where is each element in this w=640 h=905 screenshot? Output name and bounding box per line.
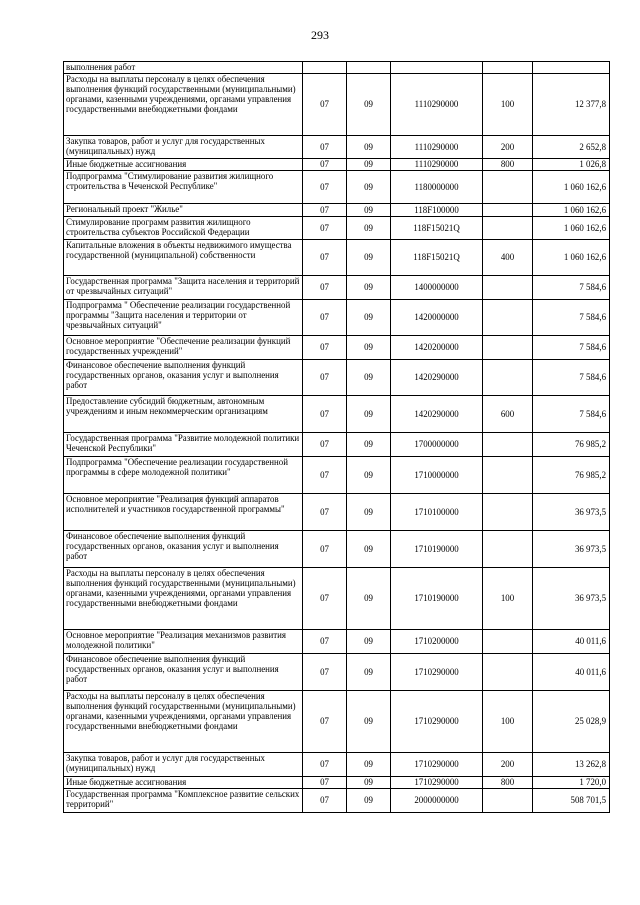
row-type [483,276,533,300]
row-section: 07 [303,336,347,360]
row-amount: 36 973,5 [533,494,610,531]
row-type: 100 [483,568,533,630]
row-amount: 76 985,2 [533,457,610,494]
table-row [64,691,610,753]
row-subsection: 09 [347,630,391,654]
row-subsection: 09 [347,531,391,568]
row-name: Государственная программа "Комплексное развитие сельских территорий" [64,789,303,813]
row-subsection: 09 [347,457,391,494]
table-row [64,217,610,240]
row-amount: 1 060 162,6 [533,217,610,240]
row-subsection: 09 [347,171,391,204]
row-type: 400 [483,240,533,276]
row-name: Иные бюджетные ассигнования [64,159,303,171]
row-name: Государственная программа "Защита населения и территорий от чрезвычайных ситуаций" [64,276,303,300]
row-name: Финансовое обеспечение выполнения функций государственных органов, оказания услуг и выполнения работ [64,654,303,691]
row-section: 07 [303,136,347,159]
row-amount [533,62,610,74]
row-code: 1420290000 [391,396,483,433]
table-row [64,62,610,74]
row-subsection: 09 [347,789,391,813]
table-row [64,360,610,396]
row-code: 1110290000 [391,159,483,171]
row-name: Государственная программа "Развитие молодежной политики Чеченской Республики" [64,433,303,457]
row-section: 07 [303,457,347,494]
row-type [483,62,533,74]
table-row [64,136,610,159]
row-code: 1180000000 [391,171,483,204]
table-row [64,396,610,433]
row-amount: 1 060 162,6 [533,240,610,276]
row-name: Расходы на выплаты персоналу в целях обеспечения выполнения функций государственными (муниципальными) органами, казенными учреждениями, органами управления государственными внебюджетными фондами [64,691,303,753]
row-amount: 7 584,6 [533,360,610,396]
row-code: 1420200000 [391,336,483,360]
row-code: 1110290000 [391,136,483,159]
row-section: 07 [303,494,347,531]
row-type: 200 [483,136,533,159]
row-section: 07 [303,74,347,136]
row-type: 200 [483,753,533,777]
row-subsection: 09 [347,336,391,360]
row-section: 07 [303,531,347,568]
row-code: 1710290000 [391,777,483,789]
table-row [64,204,610,217]
row-amount: 1 720,0 [533,777,610,789]
row-name: Расходы на выплаты персоналу в целях обеспечения выполнения функций государственными (муниципальными) органами, казенными учреждениями, органами управления государственными внебюджетными фондами [64,74,303,136]
row-subsection [347,62,391,74]
row-name: Закупка товаров, работ и услуг для государственных (муниципальных) нужд [64,136,303,159]
row-code: 1420000000 [391,300,483,336]
row-amount: 76 985,2 [533,433,610,457]
row-type: 600 [483,396,533,433]
row-section: 07 [303,240,347,276]
row-subsection: 09 [347,276,391,300]
row-subsection: 09 [347,360,391,396]
row-code: 2000000000 [391,789,483,813]
row-type [483,300,533,336]
row-section: 07 [303,217,347,240]
row-type [483,336,533,360]
table-row [64,777,610,789]
row-section: 07 [303,789,347,813]
row-section [303,62,347,74]
row-subsection: 09 [347,300,391,336]
row-code: 1710290000 [391,753,483,777]
row-type [483,171,533,204]
row-subsection: 09 [347,217,391,240]
row-section: 07 [303,276,347,300]
row-subsection: 09 [347,396,391,433]
table-row [64,74,610,136]
row-subsection: 09 [347,654,391,691]
row-code: 118F100000 [391,204,483,217]
row-code: 1420290000 [391,360,483,396]
row-amount: 1 060 162,6 [533,204,610,217]
row-amount: 1 026,8 [533,159,610,171]
row-type [483,654,533,691]
row-subsection: 09 [347,753,391,777]
row-subsection: 09 [347,74,391,136]
row-type [483,360,533,396]
budget-table [63,61,610,813]
table-row [64,531,610,568]
table-row [64,457,610,494]
table-row [64,630,610,654]
table-row [64,276,610,300]
row-name: Стимулирование программ развития жилищного строительства субъектов Российской Федерации [64,217,303,240]
row-section: 07 [303,753,347,777]
row-section: 07 [303,396,347,433]
row-name: Финансовое обеспечение выполнения функций государственных органов, оказания услуг и выполнения работ [64,531,303,568]
row-code: 1710100000 [391,494,483,531]
row-section: 07 [303,654,347,691]
row-subsection: 09 [347,433,391,457]
row-name: Предоставление субсидий бюджетным, автономным учреждениям и иным некоммерческим организациям [64,396,303,433]
row-type [483,204,533,217]
row-name: Закупка товаров, работ и услуг для государственных (муниципальных) нужд [64,753,303,777]
row-name: Подпрограмма "Обеспечение реализации государственной программы в сфере молодежной политики" [64,457,303,494]
table-row [64,171,610,204]
row-amount: 12 377,8 [533,74,610,136]
row-subsection: 09 [347,494,391,531]
row-name: Расходы на выплаты персоналу в целях обеспечения выполнения функций государственными (муниципальными) органами, казенными учреждениями, органами управления государственными внебюджетными фондами [64,568,303,630]
row-amount: 13 262,8 [533,753,610,777]
row-section: 07 [303,568,347,630]
row-code [391,62,483,74]
row-amount: 508 701,5 [533,789,610,813]
table-row [64,240,610,276]
row-section: 07 [303,433,347,457]
row-amount: 1 060 162,6 [533,171,610,204]
row-subsection: 09 [347,136,391,159]
row-name: Подпрограмма "Стимулирование развития жилищного строительства в Чеченской Республике" [64,171,303,204]
row-amount: 7 584,6 [533,396,610,433]
row-section: 07 [303,360,347,396]
row-type [483,217,533,240]
table-row [64,753,610,777]
row-amount: 25 028,9 [533,691,610,753]
row-name: Подпрограмма " Обеспечение реализации государственной программы "Защита населения и территории от чрезвычайных ситуаций" [64,300,303,336]
row-name: выполнения работ [64,62,303,74]
row-subsection: 09 [347,240,391,276]
row-code: 1110290000 [391,74,483,136]
row-code: 1710190000 [391,531,483,568]
row-section: 07 [303,159,347,171]
table-row [64,654,610,691]
row-code: 1710190000 [391,568,483,630]
table-row [64,568,610,630]
row-type [483,630,533,654]
row-section: 07 [303,300,347,336]
row-section: 07 [303,204,347,217]
row-code: 1710200000 [391,630,483,654]
row-type: 800 [483,777,533,789]
row-code: 118F15021Q [391,217,483,240]
row-subsection: 09 [347,777,391,789]
row-amount: 7 584,6 [533,276,610,300]
row-type: 100 [483,74,533,136]
row-code: 1400000000 [391,276,483,300]
row-name: Капитальные вложения в объекты недвижимого имущества государственной (муниципальной) собственности [64,240,303,276]
row-section: 07 [303,691,347,753]
row-name: Основное мероприятие "Реализация механизмов развития молодежной политики" [64,630,303,654]
row-type [483,494,533,531]
row-amount: 7 584,6 [533,300,610,336]
row-code: 1700000000 [391,433,483,457]
row-code: 1710000000 [391,457,483,494]
table-row [64,433,610,457]
table-row [64,494,610,531]
row-subsection: 09 [347,568,391,630]
row-name: Финансовое обеспечение выполнения функций государственных органов, оказания услуг и выполнения работ [64,360,303,396]
page-number: 293 [311,28,329,42]
row-subsection: 09 [347,691,391,753]
row-section: 07 [303,630,347,654]
table-row [64,159,610,171]
row-amount: 2 652,8 [533,136,610,159]
table-row [64,789,610,813]
row-name: Основное мероприятие "Обеспечение реализации функций государственных учреждений" [64,336,303,360]
row-subsection: 09 [347,204,391,217]
row-name: Региональный проект "Жилье" [64,204,303,217]
row-name: Основное мероприятие "Реализация функций аппаратов исполнителей и участников государственной программы" [64,494,303,531]
row-section: 07 [303,171,347,204]
row-type [483,789,533,813]
row-name: Иные бюджетные ассигнования [64,777,303,789]
table-row [64,300,610,336]
row-amount: 36 973,5 [533,531,610,568]
row-code: 1710290000 [391,654,483,691]
row-type [483,531,533,568]
row-subsection: 09 [347,159,391,171]
row-amount: 40 011,6 [533,630,610,654]
row-type [483,457,533,494]
row-code: 1710290000 [391,691,483,753]
row-amount: 36 973,5 [533,568,610,630]
table-row [64,336,610,360]
row-code: 118F15021Q [391,240,483,276]
row-type: 800 [483,159,533,171]
row-type: 100 [483,691,533,753]
row-amount: 7 584,6 [533,336,610,360]
row-section: 07 [303,777,347,789]
row-amount: 40 011,6 [533,654,610,691]
row-type [483,433,533,457]
